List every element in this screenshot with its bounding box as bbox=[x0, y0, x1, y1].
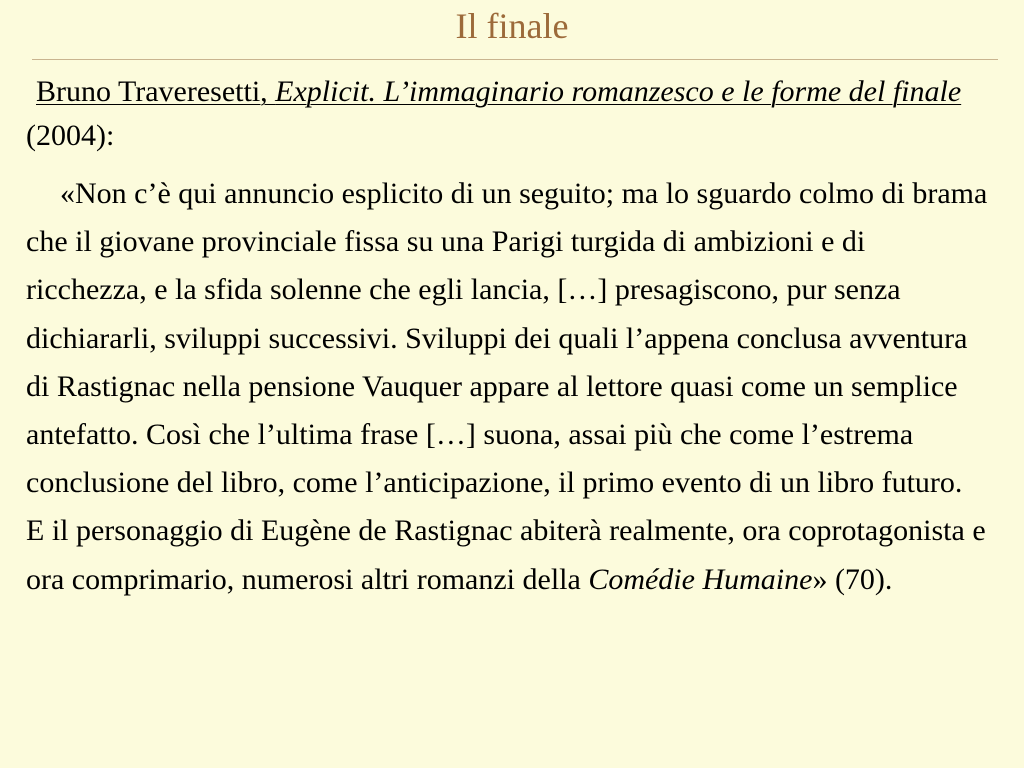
quotation bbox=[26, 170, 988, 604]
slide-title: Il finale bbox=[455, 6, 569, 46]
citation-author: Bruno Traveresetti, bbox=[36, 75, 276, 108]
citation-work-title: Explicit. L’immaginario romanzesco e le forme del finale bbox=[275, 75, 962, 108]
quotation-text: «Non c’è qui annuncio esplicito di un seguito; ma lo sguardo colmo di brama che il giovane provinciale fissa su una Parigi turgida di ambizioni e di ricchezza, e la sfida solenne che egli lancia, […] presagiscono, pur senza dichiararli, sviluppi successivi. Sviluppi dei quali l’appena conclusa avventura di Rastignac nella pensione Vauquer appare al lettore quasi come un semplice antefatto. Così che l’ultima frase […] suona, assai più che come l’estrema conclusione del libro, come l’anticipazione, il primo evento di un libro futuro. E il personaggio di Eugène de Rastignac abiterà realmente, ora coprotagonista e ora comprimario, numerosi altri romanzi della bbox=[26, 177, 988, 596]
quotation-closing: » (70). bbox=[812, 562, 893, 596]
quotation-italic-title: Comédie Humaine bbox=[588, 562, 813, 596]
citation bbox=[26, 70, 1010, 158]
citation-year: (2004): bbox=[26, 119, 115, 152]
title-divider bbox=[32, 59, 998, 60]
